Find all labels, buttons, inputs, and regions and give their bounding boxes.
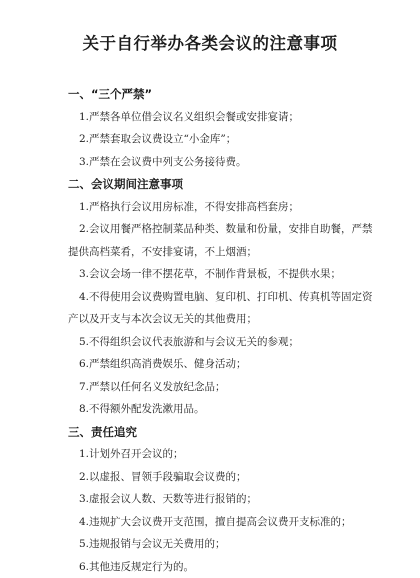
- list-item: 2.会议用餐严格控制菜品种类、数量和份量，安排自助餐，严禁提供高档菜肴，不安排宴请，不上烟酒；: [68, 218, 380, 263]
- list-item: 4.违规扩大会议费开支范围，擅自提高会议费开支标准的；: [68, 511, 380, 534]
- list-item: 1.严格执行会议用房标准，不得安排高档套房；: [68, 196, 380, 219]
- list-item: 6.其他违反规定行为的。: [68, 556, 380, 578]
- list-item: 1.计划外召开会议的；: [68, 443, 380, 466]
- list-item: 5.不得组织会议代表旅游和与会议无关的参观；: [68, 331, 380, 354]
- section-heading-three-prohibitions: 一、“三个严禁”: [68, 83, 380, 106]
- section-heading-accountability: 三、责任追究: [68, 421, 380, 444]
- list-item: 4.不得使用会议费购置电脑、复印机、打印机、传真机等固定资产以及开支与本次会议无关的其他费用；: [68, 286, 380, 331]
- list-item: 5.违规报销与会议无关费用的；: [68, 533, 380, 556]
- list-item: 3.虚报会议人数、天数等进行报销的；: [68, 488, 380, 511]
- list-item: 3.会议会场一律不摆花草，不制作背景板，不提供水果；: [68, 263, 380, 286]
- list-item: 1.严禁各单位借会议名义组织会餐或安排宴请；: [68, 106, 380, 129]
- section-heading-meeting-period: 二、会议期间注意事项: [68, 173, 380, 196]
- list-item: 3.严禁在会议费中列支公务接待费。: [68, 151, 380, 174]
- list-item: 2.严禁套取会议费设立“小金库”；: [68, 128, 380, 151]
- list-item: 8.不得额外配发洗漱用品。: [68, 398, 380, 421]
- list-item: 2.以虚报、冒领手段骗取会议费的；: [68, 466, 380, 489]
- document-title: 关于自行举办各类会议的注意事项: [0, 30, 420, 54]
- list-item: 7.严禁以任何名义发放纪念品；: [68, 376, 380, 399]
- list-item: 6.严禁组织高消费娱乐、健身活动；: [68, 353, 380, 376]
- document-body: [68, 83, 380, 578]
